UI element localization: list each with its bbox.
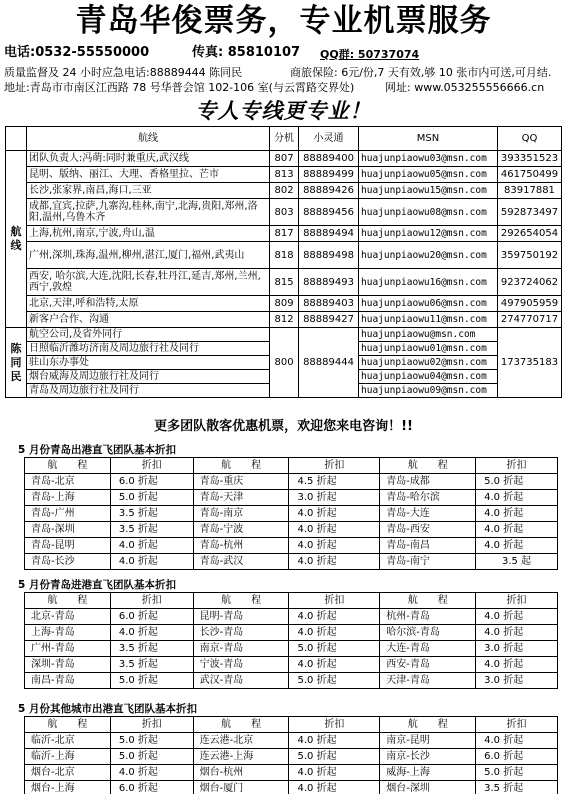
discount-cell: 4.0 折起 (476, 506, 558, 522)
ext-cell: 813 (270, 167, 299, 183)
msn-link[interactable]: huajunpiaowu04@msn.com (359, 370, 498, 384)
phs-cell: 88889403 (299, 296, 359, 312)
qq-cell: 923724062 (497, 269, 561, 296)
phs-cell: 88889498 (299, 242, 359, 269)
msn-link[interactable]: huajunpiaowu15@msn.com (359, 183, 498, 199)
table-row (6, 296, 562, 312)
discount-cell: 4.0 折起 (476, 538, 558, 554)
discount-cell: 4.0 折起 (289, 765, 380, 781)
contact-table (5, 126, 562, 398)
phs-cell: 88889426 (299, 183, 359, 199)
discount-cell: 3.5 折起 (110, 522, 193, 538)
discount-cell: 5.0 折起 (289, 641, 380, 657)
slogan: 专人专线更专业！ (195, 99, 372, 123)
route-cell: 青岛-深圳 (25, 522, 111, 538)
discount-cell: 3.5 折起 (476, 781, 558, 794)
route-cell: 威海-上海 (380, 765, 476, 781)
msn-link[interactable]: huajunpiaowu02@msn.com (359, 356, 498, 370)
ext-cell: 817 (270, 226, 299, 242)
route-cell: 连云港-上海 (193, 749, 289, 765)
route-cell: 青岛-南昌 (380, 538, 476, 554)
discount-cell: 4.0 折起 (110, 538, 193, 554)
qq-cell: 292654054 (497, 226, 561, 242)
phs-cell: 88889400 (299, 151, 359, 167)
fare-table (24, 457, 558, 570)
phs-cell: 88889456 (299, 199, 359, 226)
column-header: 航 程 (25, 593, 111, 609)
fare-row (25, 490, 558, 506)
column-header: 航 程 (193, 717, 289, 733)
discount-cell: 4.0 折起 (110, 765, 193, 781)
route-cell: 长沙,张家界,南昌,海口,三亚 (26, 183, 269, 199)
discount-cell: 4.0 折起 (476, 609, 558, 625)
route-cell: 上海-青岛 (25, 625, 111, 641)
route-cell: 西安-青岛 (380, 657, 476, 673)
fare-table (24, 592, 558, 689)
phs-cell: 88889494 (299, 226, 359, 242)
column-header: 航 程 (380, 458, 476, 474)
route-cell: 团队负责人:冯萌:同时兼重庆,武汉线 (26, 151, 269, 167)
discount-cell: 4.0 折起 (476, 490, 558, 506)
route-cell: 新客户合作、沟通 (26, 312, 269, 328)
section-title: 5 月份其他城市出港直飞团队基本折扣 (18, 703, 197, 715)
discount-cell: 5.0 折起 (289, 673, 380, 689)
route-cell: 临沂-北京 (25, 733, 111, 749)
msn-link[interactable]: huajunpiaowu03@msn.com (359, 151, 498, 167)
discount-cell: 4.5 折起 (289, 474, 380, 490)
discount-cell: 3.5 折起 (110, 641, 193, 657)
discount-cell: 5.0 折起 (110, 673, 193, 689)
discount-cell: 3.5 折起 (110, 657, 193, 673)
column-header: 折扣 (289, 717, 380, 733)
qq-cell: 173735183 (497, 328, 561, 398)
fare-header-row (25, 593, 558, 609)
route-cell: 天津-青岛 (380, 673, 476, 689)
msn-link[interactable]: huajunpiaowu12@msn.com (359, 226, 498, 242)
column-header: 航 程 (193, 593, 289, 609)
route-cell: 青岛-重庆 (193, 474, 289, 490)
fare-row (25, 522, 558, 538)
route-cell: 青岛-北京 (25, 474, 111, 490)
table-row (6, 183, 562, 199)
column-header: 航 程 (380, 593, 476, 609)
route-cell: 昆明-青岛 (193, 609, 289, 625)
discount-cell: 4.0 折起 (289, 506, 380, 522)
route-cell: 哈尔滨-青岛 (380, 625, 476, 641)
route-cell: 青岛-上海 (25, 490, 111, 506)
table-header-row (6, 127, 562, 151)
route-cell: 连云港-北京 (193, 733, 289, 749)
route-cell: 烟台-上海 (25, 781, 111, 794)
column-header: 折扣 (289, 458, 380, 474)
discount-cell: 5.0 折起 (476, 765, 558, 781)
column-header: 折扣 (110, 458, 193, 474)
column-header: 航 程 (25, 717, 111, 733)
route-cell: 驻山东办事处 (26, 356, 269, 370)
table-row (6, 312, 562, 328)
table-row (6, 269, 562, 296)
column-header: 折扣 (289, 593, 380, 609)
discount-cell: 5.0 折起 (110, 733, 193, 749)
route-cell: 青岛-宁波 (193, 522, 289, 538)
fax-number: 传真: 85810107 (192, 45, 301, 60)
discount-cell: 4.0 折起 (476, 657, 558, 673)
column-header: 折扣 (110, 593, 193, 609)
phone-number: 电话:0532-55550000 (4, 45, 150, 60)
route-cell: 南京-青岛 (193, 641, 289, 657)
route-cell: 临沂-上海 (25, 749, 111, 765)
fare-row (25, 474, 558, 490)
route-cell: 青岛-昆明 (25, 538, 111, 554)
website: 网址: www.053255556666.cn (385, 81, 545, 94)
fare-row (25, 554, 558, 570)
column-header: 折扣 (110, 717, 193, 733)
insurance-info: 商旅保险: 6元/份,7 天有效,够 10 张市内可送,可月结. (290, 66, 552, 79)
route-cell: 北京,天津,呼和浩特,太原 (26, 296, 269, 312)
discount-cell: 3.0 折起 (476, 641, 558, 657)
section-title: 5 月份青岛出港直飞团队基本折扣 (18, 444, 176, 456)
discount-cell: 6.0 折起 (110, 474, 193, 490)
agent-group-label: 陈同民 (6, 328, 27, 398)
column-header: 折扣 (476, 593, 558, 609)
route-cell: 宁波-青岛 (193, 657, 289, 673)
route-cell: 青岛-长沙 (25, 554, 111, 570)
ext-cell: 800 (270, 328, 299, 398)
fare-row (25, 733, 558, 749)
table-row (6, 226, 562, 242)
msn-link[interactable]: huajunpiaowu09@msn.com (359, 384, 498, 398)
route-cell: 西安, 哈尔滨,大连,沈阳,长春,牡丹江,延吉,郑州,兰州,西宁,敦煌 (26, 269, 269, 296)
route-cell: 青岛-南宁 (380, 554, 476, 570)
table-row (6, 167, 562, 183)
route-cell: 青岛-南京 (193, 506, 289, 522)
route-cell: 青岛-杭州 (193, 538, 289, 554)
discount-cell: 4.0 折起 (289, 625, 380, 641)
discount-cell: 6.0 折起 (110, 609, 193, 625)
phs-cell: 88889427 (299, 312, 359, 328)
phs-cell: 88889493 (299, 269, 359, 296)
route-cell: 南昌-青岛 (25, 673, 111, 689)
discount-cell: 5.0 折起 (289, 749, 380, 765)
route-cell: 深圳-青岛 (25, 657, 111, 673)
route-cell: 武汉-青岛 (193, 673, 289, 689)
discount-cell: 3.0 折起 (289, 490, 380, 506)
column-header: 航 程 (380, 717, 476, 733)
discount-cell: 4.0 折起 (289, 538, 380, 554)
discount-cell: 4.0 折起 (289, 657, 380, 673)
discount-cell: 4.0 折起 (476, 733, 558, 749)
fare-row (25, 641, 558, 657)
fare-row (25, 765, 558, 781)
phs-cell: 88889444 (299, 328, 359, 398)
route-cell: 青岛-成都 (380, 474, 476, 490)
info-line (4, 66, 552, 79)
route-cell: 青岛-大连 (380, 506, 476, 522)
qq-cell: 359750192 (497, 242, 561, 269)
fare-row (25, 781, 558, 794)
discount-cell: 6.0 折起 (476, 749, 558, 765)
fare-row (25, 657, 558, 673)
discount-cell: 4.0 折起 (289, 733, 380, 749)
route-cell: 青岛及周边旅行社及同行 (26, 384, 269, 398)
msn-link[interactable]: huajunpiaowu20@msn.com (359, 242, 498, 269)
column-header: 折扣 (476, 717, 558, 733)
msn-link[interactable]: huajunpiaowu11@msn.com (359, 312, 498, 328)
route-cell: 广州-青岛 (25, 641, 111, 657)
route-cell: 广州,深圳,珠海,温州,柳州,湛江,厦门,福州,武夷山 (26, 242, 269, 269)
qq-cell: 592873497 (497, 199, 561, 226)
route-cell: 青岛-广州 (25, 506, 111, 522)
fare-row (25, 506, 558, 522)
discount-cell: 3.5 折起 (110, 506, 193, 522)
discount-cell: 4.0 折起 (289, 522, 380, 538)
route-cell: 烟台-北京 (25, 765, 111, 781)
msn-link[interactable]: huajunpiaowu06@msn.com (359, 296, 498, 312)
fare-header-row (25, 458, 558, 474)
route-cell: 上海,杭州,南京,宁波,舟山,温 (26, 226, 269, 242)
qq-group: QQ群: 50737074 (320, 48, 420, 61)
discount-cell: 4.0 折起 (289, 609, 380, 625)
quality-hotline: 质量监督及 24 小时应急电话:88889444 陈同民 (4, 66, 243, 79)
ext-cell: 809 (270, 296, 299, 312)
qq-cell: 393351523 (497, 151, 561, 167)
ext-cell: 803 (270, 199, 299, 226)
column-header: MSN (359, 127, 498, 151)
column-header: QQ (497, 127, 561, 151)
page-title: 青岛华俊票务，专业机票服务 (75, 3, 492, 39)
phs-cell: 88889499 (299, 167, 359, 183)
discount-cell: 4.0 折起 (476, 522, 558, 538)
fare-header-row (25, 717, 558, 733)
discount-cell: 4.0 折起 (110, 554, 193, 570)
route-cell: 日照临沂潍坊济南及周边旅行社及同行 (26, 342, 269, 356)
column-header: 航线 (26, 127, 269, 151)
qq-cell: 274770717 (497, 312, 561, 328)
discount-cell: 6.0 折起 (110, 781, 193, 794)
route-group-label: 航线 (6, 151, 27, 328)
route-cell: 烟台-厦门 (193, 781, 289, 794)
route-cell: 北京-青岛 (25, 609, 111, 625)
discount-cell: 5.0 折起 (110, 749, 193, 765)
route-cell: 杭州-青岛 (380, 609, 476, 625)
ext-cell: 818 (270, 242, 299, 269)
table-row (6, 328, 562, 342)
promo-text: 更多团队散客优惠机票，欢迎您来电咨询！!! (154, 419, 413, 434)
fare-row (25, 625, 558, 641)
fare-row (25, 538, 558, 554)
discount-cell: 3.5 起 (476, 554, 558, 570)
route-cell: 南京-长沙 (380, 749, 476, 765)
table-row (6, 242, 562, 269)
discount-cell: 4.0 折起 (289, 781, 380, 794)
fare-row (25, 749, 558, 765)
discount-cell: 5.0 折起 (476, 474, 558, 490)
column-header: 折扣 (476, 458, 558, 474)
discount-cell: 5.0 折起 (110, 490, 193, 506)
route-cell: 青岛-武汉 (193, 554, 289, 570)
msn-link[interactable]: huajunpiaowu@msn.com (359, 328, 498, 342)
discount-cell: 4.0 折起 (289, 554, 380, 570)
table-row (6, 151, 562, 167)
discount-cell: 3.0 折起 (476, 673, 558, 689)
route-cell: 昆明、版纳、丽江、大理、香格里拉、芒市 (26, 167, 269, 183)
ext-cell: 802 (270, 183, 299, 199)
route-cell: 青岛-哈尔滨 (380, 490, 476, 506)
address: 地址:青岛市市南区江西路 78 号华普会馆 102-106 室(与云霄路交界处) (4, 81, 355, 94)
qq-cell: 83917881 (497, 183, 561, 199)
column-header: 分机 (270, 127, 299, 151)
fare-table (24, 716, 558, 794)
table-row (6, 199, 562, 226)
qq-cell: 461750499 (497, 167, 561, 183)
column-header: 航 程 (193, 458, 289, 474)
ext-cell: 815 (270, 269, 299, 296)
column-header: 小灵通 (299, 127, 359, 151)
qq-cell: 497905959 (497, 296, 561, 312)
route-cell: 青岛-天津 (193, 490, 289, 506)
route-cell: 烟台威海及周边旅行社及同行 (26, 370, 269, 384)
discount-cell: 4.0 折起 (476, 625, 558, 641)
route-cell: 大连-青岛 (380, 641, 476, 657)
fare-row (25, 673, 558, 689)
ext-cell: 812 (270, 312, 299, 328)
route-cell: 长沙-青岛 (193, 625, 289, 641)
route-cell: 烟台-杭州 (193, 765, 289, 781)
address-line (4, 81, 545, 94)
msn-link[interactable]: huajunpiaowu05@msn.com (359, 167, 498, 183)
msn-link[interactable]: huajunpiaowu08@msn.com (359, 199, 498, 226)
route-cell: 成都,宜宾,拉萨,九寨沟,桂林,南宁,北海,贵阳,郑州,洛阳,温州,乌鲁木齐 (26, 199, 269, 226)
section-title: 5 月份青岛进港直飞团队基本折扣 (18, 579, 176, 591)
route-cell: 烟台-深圳 (380, 781, 476, 794)
column-header: 航 程 (25, 458, 111, 474)
route-cell: 南京-昆明 (380, 733, 476, 749)
discount-cell: 4.0 折起 (110, 625, 193, 641)
ext-cell: 807 (270, 151, 299, 167)
msn-link[interactable]: huajunpiaowu16@msn.com (359, 269, 498, 296)
fare-row (25, 609, 558, 625)
route-cell: 航空公司,及省外同行 (26, 328, 269, 342)
msn-link[interactable]: huajunpiaowu01@msn.com (359, 342, 498, 356)
route-cell: 青岛-西安 (380, 522, 476, 538)
